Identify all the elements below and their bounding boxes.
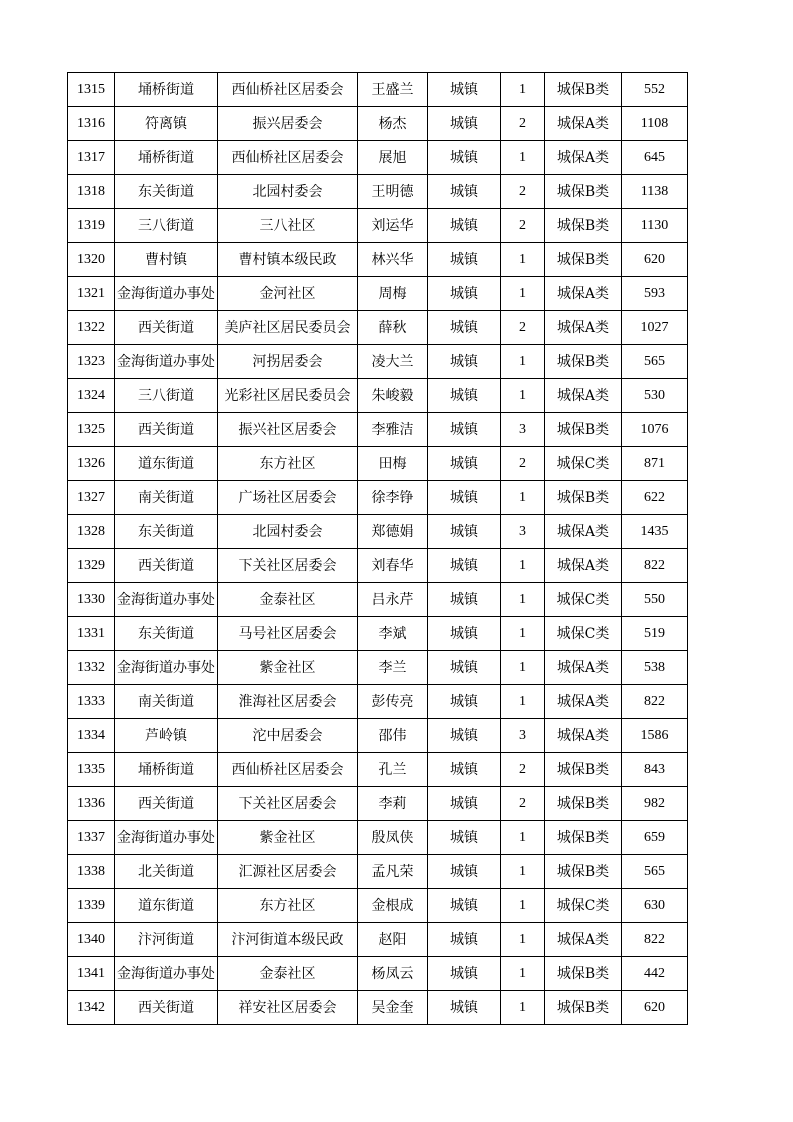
cell-community: 光彩社区居民委员会 (218, 379, 358, 413)
cell-household-size: 1 (501, 889, 545, 923)
cell-assistance-category: 城保B类 (545, 481, 622, 515)
cell-community: 汇源社区居委会 (218, 855, 358, 889)
cell-assistance-category: 城保A类 (545, 719, 622, 753)
cell-area-type: 城镇 (428, 753, 501, 787)
cell-street-office: 金海街道办事处 (115, 821, 218, 855)
cell-household-size: 2 (501, 175, 545, 209)
cell-assistance-category: 城保B类 (545, 413, 622, 447)
cell-amount: 519 (622, 617, 688, 651)
cell-community: 金泰社区 (218, 957, 358, 991)
cell-area-type: 城镇 (428, 379, 501, 413)
cell-amount: 1076 (622, 413, 688, 447)
table-row (68, 277, 688, 311)
cell-person-name: 孟凡荣 (358, 855, 428, 889)
cell-household-size: 2 (501, 107, 545, 141)
cell-amount: 620 (622, 243, 688, 277)
cell-assistance-category: 城保A类 (545, 923, 622, 957)
cell-street-office: 符离镇 (115, 107, 218, 141)
cell-person-name: 郑德娟 (358, 515, 428, 549)
table-row (68, 787, 688, 821)
cell-street-office: 东关街道 (115, 175, 218, 209)
cell-row-number: 1340 (68, 923, 115, 957)
cell-area-type: 城镇 (428, 549, 501, 583)
cell-area-type: 城镇 (428, 515, 501, 549)
cell-community: 下关社区居委会 (218, 787, 358, 821)
cell-household-size: 1 (501, 991, 545, 1025)
cell-row-number: 1331 (68, 617, 115, 651)
cell-area-type: 城镇 (428, 719, 501, 753)
cell-community: 北园村委会 (218, 175, 358, 209)
cell-amount: 645 (622, 141, 688, 175)
cell-assistance-category: 城保C类 (545, 889, 622, 923)
cell-assistance-category: 城保B类 (545, 753, 622, 787)
cell-household-size: 1 (501, 141, 545, 175)
cell-assistance-category: 城保B类 (545, 991, 622, 1025)
table-row (68, 685, 688, 719)
cell-row-number: 1326 (68, 447, 115, 481)
table-row (68, 481, 688, 515)
cell-community: 紫金社区 (218, 821, 358, 855)
cell-person-name: 凌大兰 (358, 345, 428, 379)
table-row (68, 311, 688, 345)
cell-assistance-category: 城保C类 (545, 583, 622, 617)
cell-street-office: 东关街道 (115, 515, 218, 549)
cell-amount: 620 (622, 991, 688, 1025)
cell-assistance-category: 城保A类 (545, 685, 622, 719)
cell-amount: 1130 (622, 209, 688, 243)
cell-household-size: 1 (501, 277, 545, 311)
cell-household-size: 1 (501, 73, 545, 107)
cell-street-office: 西关街道 (115, 991, 218, 1025)
cell-household-size: 1 (501, 685, 545, 719)
cell-person-name: 林兴华 (358, 243, 428, 277)
cell-area-type: 城镇 (428, 413, 501, 447)
cell-row-number: 1330 (68, 583, 115, 617)
cell-amount: 538 (622, 651, 688, 685)
table-row (68, 617, 688, 651)
cell-community: 紫金社区 (218, 651, 358, 685)
cell-area-type: 城镇 (428, 243, 501, 277)
cell-community: 西仙桥社区居委会 (218, 753, 358, 787)
cell-household-size: 2 (501, 311, 545, 345)
cell-community: 河拐居委会 (218, 345, 358, 379)
cell-street-office: 道东街道 (115, 447, 218, 481)
table-row (68, 855, 688, 889)
cell-person-name: 彭传亮 (358, 685, 428, 719)
cell-amount: 1108 (622, 107, 688, 141)
cell-row-number: 1329 (68, 549, 115, 583)
cell-household-size: 2 (501, 787, 545, 821)
cell-assistance-category: 城保B类 (545, 957, 622, 991)
cell-row-number: 1322 (68, 311, 115, 345)
cell-person-name: 王盛兰 (358, 73, 428, 107)
table-row (68, 413, 688, 447)
cell-community: 下关社区居委会 (218, 549, 358, 583)
cell-area-type: 城镇 (428, 889, 501, 923)
cell-area-type: 城镇 (428, 991, 501, 1025)
cell-person-name: 朱峻毅 (358, 379, 428, 413)
table-row (68, 107, 688, 141)
cell-street-office: 西关街道 (115, 311, 218, 345)
cell-amount: 822 (622, 685, 688, 719)
cell-community: 广场社区居委会 (218, 481, 358, 515)
cell-person-name: 刘春华 (358, 549, 428, 583)
cell-household-size: 1 (501, 481, 545, 515)
table-row (68, 379, 688, 413)
cell-household-size: 2 (501, 753, 545, 787)
cell-street-office: 埇桥街道 (115, 753, 218, 787)
cell-area-type: 城镇 (428, 175, 501, 209)
cell-person-name: 李雅洁 (358, 413, 428, 447)
cell-person-name: 吕永芹 (358, 583, 428, 617)
cell-street-office: 金海街道办事处 (115, 957, 218, 991)
cell-street-office: 芦岭镇 (115, 719, 218, 753)
cell-community: 西仙桥社区居委会 (218, 141, 358, 175)
cell-amount: 630 (622, 889, 688, 923)
cell-assistance-category: 城保A类 (545, 379, 622, 413)
cell-community: 淮海社区居委会 (218, 685, 358, 719)
cell-community: 曹村镇本级民政 (218, 243, 358, 277)
cell-person-name: 金根成 (358, 889, 428, 923)
cell-amount: 565 (622, 345, 688, 379)
cell-person-name: 展旭 (358, 141, 428, 175)
cell-amount: 530 (622, 379, 688, 413)
cell-amount: 982 (622, 787, 688, 821)
cell-row-number: 1332 (68, 651, 115, 685)
cell-household-size: 2 (501, 209, 545, 243)
cell-person-name: 杨凤云 (358, 957, 428, 991)
cell-household-size: 1 (501, 617, 545, 651)
cell-assistance-category: 城保B类 (545, 243, 622, 277)
cell-area-type: 城镇 (428, 345, 501, 379)
cell-street-office: 东关街道 (115, 617, 218, 651)
cell-household-size: 1 (501, 957, 545, 991)
cell-amount: 1138 (622, 175, 688, 209)
cell-street-office: 西关街道 (115, 549, 218, 583)
cell-row-number: 1325 (68, 413, 115, 447)
cell-assistance-category: 城保A类 (545, 311, 622, 345)
cell-street-office: 南关街道 (115, 685, 218, 719)
cell-amount: 1435 (622, 515, 688, 549)
cell-area-type: 城镇 (428, 311, 501, 345)
cell-area-type: 城镇 (428, 107, 501, 141)
table-row (68, 141, 688, 175)
cell-street-office: 金海街道办事处 (115, 277, 218, 311)
cell-area-type: 城镇 (428, 73, 501, 107)
table-row (68, 753, 688, 787)
cell-row-number: 1323 (68, 345, 115, 379)
cell-area-type: 城镇 (428, 481, 501, 515)
cell-household-size: 3 (501, 515, 545, 549)
cell-row-number: 1320 (68, 243, 115, 277)
assistance-roster-table (67, 72, 688, 1025)
cell-row-number: 1318 (68, 175, 115, 209)
cell-area-type: 城镇 (428, 583, 501, 617)
cell-assistance-category: 城保B类 (545, 345, 622, 379)
table-row (68, 889, 688, 923)
cell-assistance-category: 城保A类 (545, 277, 622, 311)
cell-area-type: 城镇 (428, 855, 501, 889)
cell-community: 振兴社区居委会 (218, 413, 358, 447)
cell-amount: 871 (622, 447, 688, 481)
cell-area-type: 城镇 (428, 209, 501, 243)
cell-amount: 822 (622, 549, 688, 583)
cell-amount: 442 (622, 957, 688, 991)
cell-household-size: 1 (501, 821, 545, 855)
cell-community: 西仙桥社区居委会 (218, 73, 358, 107)
cell-street-office: 三八街道 (115, 209, 218, 243)
cell-person-name: 李莉 (358, 787, 428, 821)
cell-person-name: 吴金奎 (358, 991, 428, 1025)
cell-assistance-category: 城保B类 (545, 821, 622, 855)
cell-row-number: 1316 (68, 107, 115, 141)
table-row (68, 549, 688, 583)
cell-household-size: 1 (501, 923, 545, 957)
cell-person-name: 杨杰 (358, 107, 428, 141)
cell-row-number: 1327 (68, 481, 115, 515)
cell-community: 振兴居委会 (218, 107, 358, 141)
cell-street-office: 三八街道 (115, 379, 218, 413)
cell-community: 东方社区 (218, 889, 358, 923)
cell-amount: 659 (622, 821, 688, 855)
cell-assistance-category: 城保B类 (545, 855, 622, 889)
cell-amount: 822 (622, 923, 688, 957)
cell-amount: 1586 (622, 719, 688, 753)
cell-household-size: 3 (501, 413, 545, 447)
cell-assistance-category: 城保A类 (545, 515, 622, 549)
cell-household-size: 1 (501, 345, 545, 379)
cell-assistance-category: 城保B类 (545, 73, 622, 107)
cell-area-type: 城镇 (428, 447, 501, 481)
table-row (68, 719, 688, 753)
cell-assistance-category: 城保A类 (545, 141, 622, 175)
cell-amount: 843 (622, 753, 688, 787)
cell-area-type: 城镇 (428, 787, 501, 821)
cell-street-office: 汴河街道 (115, 923, 218, 957)
cell-person-name: 薛秋 (358, 311, 428, 345)
cell-assistance-category: 城保A类 (545, 651, 622, 685)
cell-area-type: 城镇 (428, 685, 501, 719)
table-row (68, 651, 688, 685)
table-row (68, 175, 688, 209)
cell-row-number: 1335 (68, 753, 115, 787)
table-row (68, 957, 688, 991)
cell-row-number: 1339 (68, 889, 115, 923)
cell-row-number: 1334 (68, 719, 115, 753)
table-row (68, 73, 688, 107)
cell-community: 三八社区 (218, 209, 358, 243)
cell-amount: 550 (622, 583, 688, 617)
cell-person-name: 王明德 (358, 175, 428, 209)
table-row (68, 447, 688, 481)
cell-household-size: 1 (501, 379, 545, 413)
cell-person-name: 田梅 (358, 447, 428, 481)
cell-street-office: 道东街道 (115, 889, 218, 923)
cell-area-type: 城镇 (428, 923, 501, 957)
cell-community: 沱中居委会 (218, 719, 358, 753)
cell-street-office: 埇桥街道 (115, 141, 218, 175)
table-row (68, 345, 688, 379)
cell-street-office: 南关街道 (115, 481, 218, 515)
cell-community: 金泰社区 (218, 583, 358, 617)
cell-household-size: 3 (501, 719, 545, 753)
cell-assistance-category: 城保A类 (545, 107, 622, 141)
cell-community: 美庐社区居民委员会 (218, 311, 358, 345)
cell-amount: 622 (622, 481, 688, 515)
cell-street-office: 西关街道 (115, 413, 218, 447)
cell-street-office: 金海街道办事处 (115, 583, 218, 617)
cell-person-name: 李斌 (358, 617, 428, 651)
cell-community: 汴河街道本级民政 (218, 923, 358, 957)
cell-household-size: 1 (501, 855, 545, 889)
cell-amount: 552 (622, 73, 688, 107)
cell-person-name: 李兰 (358, 651, 428, 685)
cell-assistance-category: 城保B类 (545, 175, 622, 209)
cell-community: 祥安社区居委会 (218, 991, 358, 1025)
cell-area-type: 城镇 (428, 957, 501, 991)
cell-area-type: 城镇 (428, 141, 501, 175)
cell-row-number: 1337 (68, 821, 115, 855)
table-row (68, 923, 688, 957)
cell-assistance-category: 城保B类 (545, 209, 622, 243)
table-row (68, 515, 688, 549)
cell-person-name: 孔兰 (358, 753, 428, 787)
cell-street-office: 北关街道 (115, 855, 218, 889)
cell-person-name: 殷凤侠 (358, 821, 428, 855)
cell-street-office: 曹村镇 (115, 243, 218, 277)
cell-community: 东方社区 (218, 447, 358, 481)
cell-person-name: 赵阳 (358, 923, 428, 957)
cell-area-type: 城镇 (428, 277, 501, 311)
cell-person-name: 邵伟 (358, 719, 428, 753)
table-row (68, 583, 688, 617)
cell-amount: 565 (622, 855, 688, 889)
cell-street-office: 埇桥街道 (115, 73, 218, 107)
cell-assistance-category: 城保A类 (545, 549, 622, 583)
cell-community: 金河社区 (218, 277, 358, 311)
cell-person-name: 刘运华 (358, 209, 428, 243)
cell-row-number: 1319 (68, 209, 115, 243)
cell-street-office: 金海街道办事处 (115, 651, 218, 685)
cell-household-size: 1 (501, 651, 545, 685)
cell-area-type: 城镇 (428, 821, 501, 855)
cell-row-number: 1338 (68, 855, 115, 889)
cell-row-number: 1336 (68, 787, 115, 821)
cell-row-number: 1342 (68, 991, 115, 1025)
cell-street-office: 西关街道 (115, 787, 218, 821)
cell-row-number: 1317 (68, 141, 115, 175)
cell-row-number: 1328 (68, 515, 115, 549)
cell-row-number: 1321 (68, 277, 115, 311)
cell-row-number: 1315 (68, 73, 115, 107)
cell-area-type: 城镇 (428, 617, 501, 651)
cell-amount: 1027 (622, 311, 688, 345)
cell-community: 马号社区居委会 (218, 617, 358, 651)
cell-row-number: 1324 (68, 379, 115, 413)
cell-community: 北园村委会 (218, 515, 358, 549)
table-row (68, 991, 688, 1025)
cell-row-number: 1341 (68, 957, 115, 991)
cell-household-size: 2 (501, 447, 545, 481)
cell-household-size: 1 (501, 243, 545, 277)
cell-assistance-category: 城保B类 (545, 787, 622, 821)
cell-household-size: 1 (501, 549, 545, 583)
table-row (68, 209, 688, 243)
cell-person-name: 徐李铮 (358, 481, 428, 515)
table-body (68, 73, 688, 1025)
cell-person-name: 周梅 (358, 277, 428, 311)
cell-assistance-category: 城保C类 (545, 617, 622, 651)
cell-assistance-category: 城保C类 (545, 447, 622, 481)
cell-area-type: 城镇 (428, 651, 501, 685)
table-row (68, 821, 688, 855)
table-row (68, 243, 688, 277)
cell-row-number: 1333 (68, 685, 115, 719)
cell-household-size: 1 (501, 583, 545, 617)
cell-amount: 593 (622, 277, 688, 311)
cell-street-office: 金海街道办事处 (115, 345, 218, 379)
